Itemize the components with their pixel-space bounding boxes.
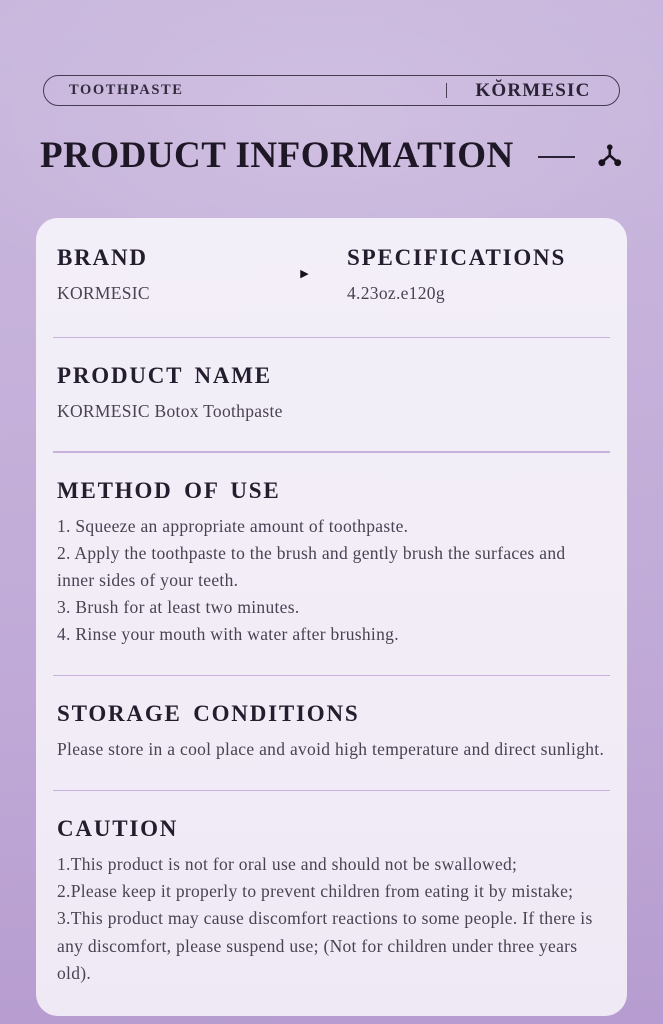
caution-item: 1.This product is not for oral use and should not be swallowed;: [57, 854, 518, 875]
category-label: TOOTHPASTE: [69, 82, 184, 98]
specifications-heading: SPECIFICATIONS: [347, 245, 567, 270]
brand-logo: KŎRMESIC: [475, 79, 591, 101]
specifications-value: 4.23oz.e120g: [347, 283, 445, 303]
specifications-block: [347, 245, 606, 307]
product-name-heading: PRODUCT NAME: [57, 362, 272, 388]
caution-item: 3.This product may cause discomfort reactions to some people. If there is any discomfort, please suspend use; (Not for children under three years old).: [57, 908, 593, 983]
product-name-value: KORMESIC Botox Toothpaste: [57, 400, 283, 421]
triangle-pointer-icon: ▶: [300, 267, 309, 280]
method-of-use-section: [51, 453, 612, 676]
caution-list: [57, 851, 606, 987]
product-info-card: [36, 218, 627, 1016]
brand-heading: BRAND: [57, 245, 148, 270]
molecule-icon: [597, 134, 623, 178]
brand-block: [57, 245, 262, 307]
method-step: 4. Rinse your mouth with water after brushing.: [57, 624, 399, 645]
category-brand-badge: [43, 75, 620, 106]
method-step: 1. Squeeze an appropriate amount of toothpaste.: [57, 515, 409, 536]
method-of-use-heading: METHOD OF USE: [57, 477, 281, 503]
caution-section: [51, 791, 612, 1014]
method-step: 2. Apply the toothpaste to the brush and gently brush the surfaces and inner sides of your teeth.: [57, 542, 566, 590]
caution-item: 2.Please keep it properly to prevent children from eating it by mistake;: [57, 881, 574, 902]
storage-conditions-heading: STORAGE CONDITIONS: [57, 701, 360, 727]
page-title: PRODUCT INFORMATION: [40, 134, 514, 176]
brand-specifications-row: [51, 220, 612, 337]
product-name-section: [51, 338, 612, 452]
title-row: [40, 132, 623, 178]
brand-value: KORMESIC: [57, 283, 150, 303]
caution-heading: CAUTION: [57, 816, 179, 842]
method-of-use-list: [57, 513, 606, 649]
title-dash: [538, 156, 576, 159]
method-step: 3. Brush for at least two minutes.: [57, 596, 300, 617]
storage-conditions-section: [51, 676, 612, 790]
storage-conditions-text: Please store in a cool place and avoid high temperature and direct sunlight.: [57, 739, 605, 760]
